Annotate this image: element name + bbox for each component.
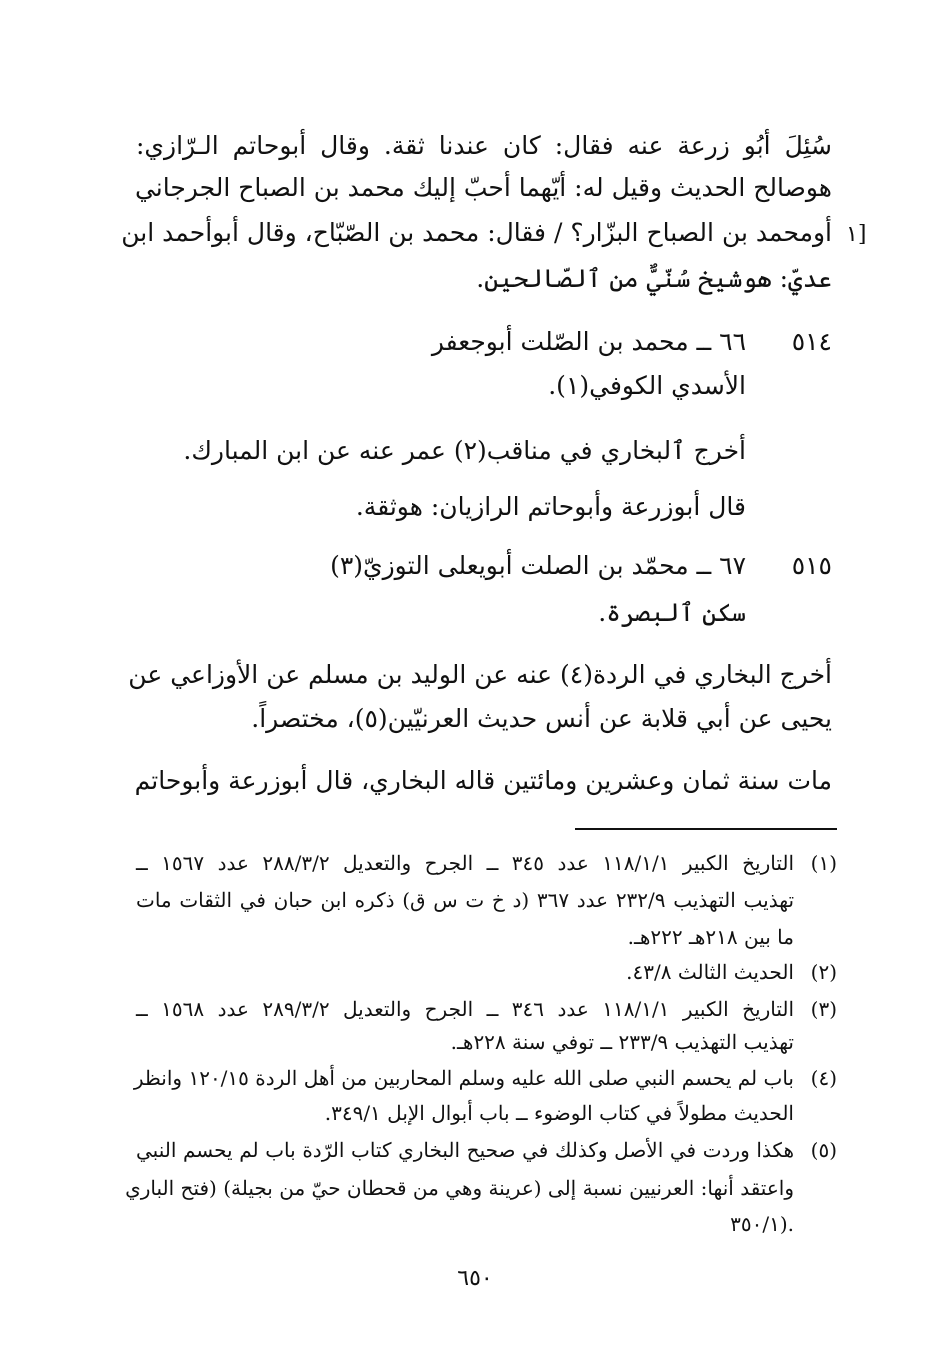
footnote-4-number: (٤) xyxy=(810,1066,837,1090)
page-number: ٦٥٠ xyxy=(457,1266,493,1291)
entry-514-line-3: أخرج ٱلبخاري في مناقب(٢) عمر عنه عن ابن المبارك. xyxy=(183,436,746,465)
footnote-separator xyxy=(575,828,837,830)
entry-514-heading: ٦٦ ــ محمد بن الصّلت أبوجعفر xyxy=(431,327,746,356)
body-line-2: هوصالح الحديث وقيل له: أيّهما أحبّ إليك محمد بن الصباح الجرجاني xyxy=(134,173,832,202)
footnote-5-line-2: واعتقد أنها: العرنيين نسبة إلى (عرينة وهي من قحطان حيّ من بجيلة) (فتح الباري xyxy=(125,1176,794,1200)
entry-515-line-2: سكن ٱلبصرة. xyxy=(598,598,746,627)
footnote-5-line-1: هكذا وردت في الأصل وكذلك في صحيح البخاري كتاب الرّدة باب لم يحسم النبي xyxy=(136,1138,794,1162)
footnote-1-line-2: تهذيب التهذيب ٢٣٢/٩ عدد ٣٦٧ (د خ ت س ق) ذكره ابن حبان في الثقات مات xyxy=(136,888,795,912)
footnote-1-line-1: التاريخ الكبير ١١٨/١/١ عدد ٣٤٥ ــ الجرح والتعديل ٢٨٨/٣/٢ عدد ١٥٦٧ ــ xyxy=(136,851,795,875)
footnote-3-line-1: التاريخ الكبير ١١٨/١/١ عدد ٣٤٦ ــ الجرح والتعديل ٢٨٩/٣/٢ عدد ١٥٦٨ ــ xyxy=(136,997,795,1021)
footnote-3-number: (٣) xyxy=(810,997,837,1021)
entry-number-515: ٥١٥ xyxy=(791,551,832,580)
entry-514-line-4: قال أبوزرعة وأبوحاتم الرازيان: هوثقة. xyxy=(355,492,746,521)
body-line-4: عديّ: هوشيخ سُنّيٌّ من ٱلصّالحين. xyxy=(476,264,832,293)
footnote-1-number: (١) xyxy=(810,851,837,875)
body-line-3: أومحمد بن الصباح البزّار؟ / فقال: محمد بن الصّبّاح، وقال أبوأحمد ابن xyxy=(121,218,832,247)
entry-number-514: ٥١٤ xyxy=(791,327,832,356)
entry-515-para-1: أخرج البخاري في الردة(٤) عنه عن الوليد بن مسلم عن الأوزاعي عن xyxy=(128,660,832,689)
entry-515-para-2: يحيى عن أبي قلابة عن أنس حديث العرنيّين(٥)، مختصراً. xyxy=(251,704,832,733)
footnote-4-line-2: الحديث مطولاً في كتاب الوضوء ــ باب أبوال الإبل ٣٤٩/١. xyxy=(324,1101,794,1125)
entry-514-line-2: الأسدي الكوفي(١). xyxy=(548,371,746,400)
footnote-4-line-1: باب لم يحسم النبي صلى الله عليه وسلم المحاربين من أهل الردة ١٢٠/١٥ وانظر xyxy=(133,1066,794,1090)
footnote-5-number: (٥) xyxy=(810,1138,837,1162)
footnote-2-line-1: الحديث الثالث ٤٣/٨. xyxy=(626,960,794,984)
body-line-1: سُئِلَ أبُو زرعة عنه فقال: كان عندنا ثقة. وقال أبوحاتم الـرّازي: xyxy=(136,131,832,160)
footnote-2-number: (٢) xyxy=(810,960,837,984)
entry-515-para-3: مات سنة ثمان وعشرين ومائتين قاله البخاري، قال أبوزرعة وأبوحاتم xyxy=(134,766,832,795)
footnote-1-line-3: ما بين ٢١٨هـ ٢٢٢هـ. xyxy=(627,925,794,949)
footnote-3-line-2: تهذيب التهذيب ٢٣٣/٩ ــ توفي سنة ٢٢٨هـ. xyxy=(450,1030,794,1054)
footnote-5-line-3: .(٣٥٠/١ xyxy=(730,1212,794,1236)
entry-515-heading: ٦٧ ــ محمّد بن الصلت أبويعلى التوزيّ(٣) xyxy=(330,551,746,580)
margin-page-marker: [١ xyxy=(846,222,867,247)
